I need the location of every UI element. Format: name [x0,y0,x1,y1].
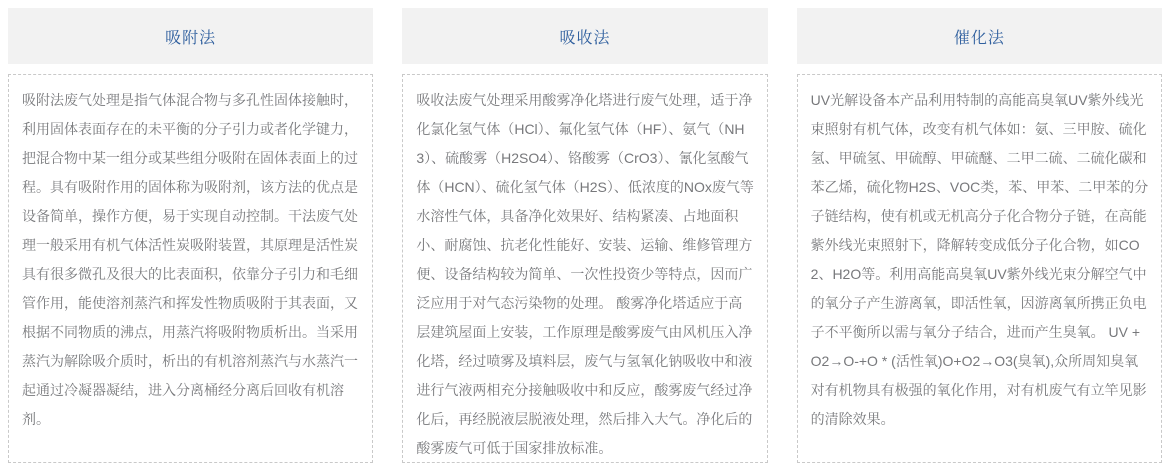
method-description-absorption: 吸收法废气处理采用酸雾净化塔进行废气处理，适于净化氯化氢气体（HCl）、氟化氢气体（HF）、氨气（NH3）、硫酸雾（H2SO4）、铬酸雾（CrO3）、氰化氢酸气体（HCN）、硫化氢气体（H2S）、低浓度的NOx废气等水溶性气体，具备净化效果好、结构紧凑、占地面积小、耐腐蚀、抗老化性能好、安装、运输、维修管理方便、设备结构较为简单、一次性投资少等特点，因而广泛应用于对气态污染物的处理。 酸雾净化塔适应于高层建筑屋面上安装，工作原理是酸雾废气由风机压入净化塔，经过喷雾及填料层，废气与氢氧化钠吸收中和液进行气液两相充分接触吸收中和反应，酸雾废气经过净化后，再经脱液层脱液处理，然后排入大气。净化后的酸雾废气可低于国家排放标准。 [402,74,767,463]
method-card-header [8,8,373,64]
method-card-header [797,8,1162,64]
method-description-catalysis: UV光解设备本产品利用特制的高能高臭氧UV紫外线光束照射有机气体，改变有机气体如：氨、三甲胺、硫化氢、甲硫氢、甲硫醇、甲硫醚、二甲二硫、二硫化碳和苯乙烯，硫化物H2S、VOC类，苯、甲苯、二甲苯的分子链结构，使有机或无机高分子化合物分子链，在高能紫外线光束照射下，降解转变成低分子化合物，如CO2、H2O等。利用高能高臭氧UV紫外线光束分解空气中的氧分子产生游离氧，即活性氧，因游离氧所携正负电子不平衡所以需与氧分子结合，进而产生臭氧。 UV + O2→O-+O * (活性氧)O+O2→O3(臭氧),众所周知臭氧对有机物具有极强的氧化作用，对有机废气有立竿见影的清除效果。 [797,74,1162,463]
method-card-header [402,8,767,64]
method-title-absorption: 吸收法 [559,29,611,47]
method-description-adsorption: 吸附法废气处理是指气体混合物与多孔性固体接触时，利用固体表面存在的未平衡的分子引力或者化学键力，把混合物中某一组分或某些组分吸附在固体表面上的过程。具有吸附作用的固体称为吸附剂，该方法的优点是设备简单，操作方便，易于实现自动控制。干法废气处理一般采用有机气体活性炭吸附装置，其原理是活性炭具有很多微孔及很大的比表面积，依靠分子引力和毛细管作用，能使溶剂蒸汽和挥发性物质吸附于其表面，又根据不同物质的沸点，用蒸汽将吸附物质析出。当采用蒸汽为解除吸介质时，析出的有机溶剂蒸汽与水蒸汽一起通过冷凝器凝结，进入分离桶经分离后回收有机溶剂。 [8,74,373,463]
method-card-absorption [402,8,767,463]
method-card-catalysis [797,8,1162,463]
method-card-adsorption [8,8,373,463]
method-title-catalysis: 催化法 [953,29,1005,47]
method-title-adsorption: 吸附法 [165,29,217,47]
